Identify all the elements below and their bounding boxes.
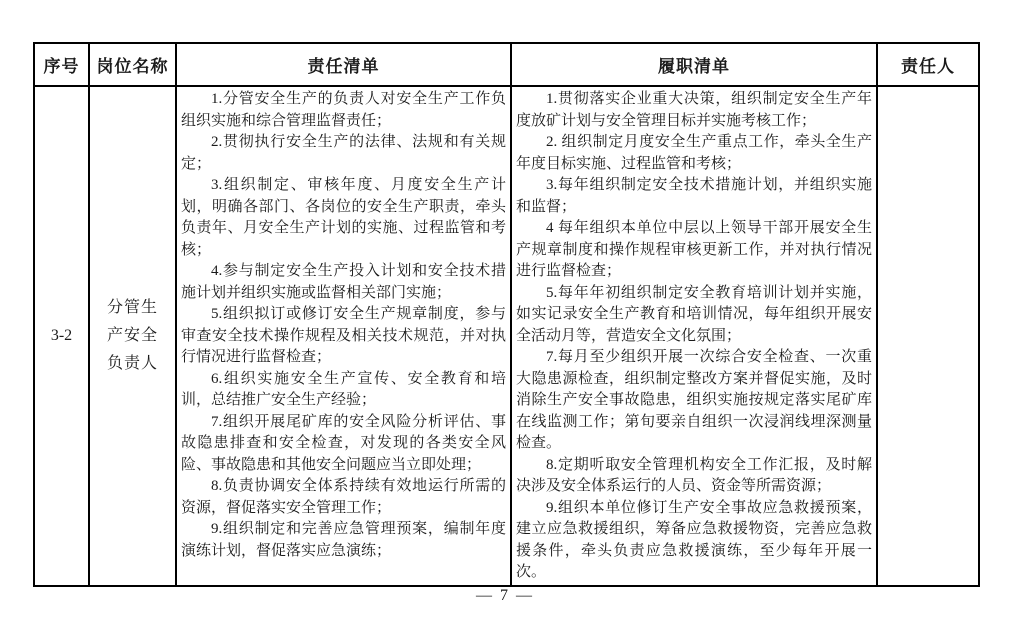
list-item: 1.贯彻落实企业重大决策，组织制定安全生产年度放矿计划与安全管理目标并实施考核工作； <box>516 91 872 129</box>
header-position: 岗位名称 <box>89 43 176 86</box>
list-item: 7.每月至少组织开展一次综合安全检查、一次重大隐患源检查，组织制定整改方案并督促实施，及时消除生产安全事故隐患，组织实施按规定落实尾矿库在线监测工作；第旬要亲自组织一次浸润线埋深测量检查。 <box>516 349 872 451</box>
list-item: 1.分管安全生产的负责人对安全生产工作负组织实施和综合管理监督责任； <box>181 91 506 129</box>
list-item: 5.每年年初组织制定安全教育培训计划并实施，如实记录安全生产教育和培训情况，每年组织开展安全活动月等，营造安全文化氛围； <box>516 284 872 344</box>
position-label: 分管生产安全负责人 <box>106 299 158 372</box>
list-item: 7.组织开展尾矿库的安全风险分析评估、事故隐患排查和安全检查，对发现的各类安全风险、事故隐患和其他安全问题应当立即处理； <box>181 413 506 473</box>
list-item: 8.负责协调安全体系持续有效地运行所需的资源，督促落实安全管理工作； <box>181 478 506 516</box>
list-item: 6.组织实施安全生产宣传、安全教育和培训，总结推广安全生产经验； <box>181 370 506 408</box>
list-item: 2. 组织制定月度安全生产重点工作，牵头全生产年度目标实施、过程监管和考核； <box>516 134 872 172</box>
cell-performance-list <box>511 86 877 586</box>
list-item: 4.参与制定安全生产投入计划和安全技术措施计划并组织实施或监督相关部门实施； <box>181 263 506 301</box>
list-item: 9.组织制定和完善应急管理预案，编制年度演练计划，督促落实应急演练； <box>181 521 506 559</box>
page-number: — 7 — <box>476 587 534 604</box>
duty-table <box>33 42 980 587</box>
table-row <box>34 86 979 586</box>
list-item: 3.组织制定、审核年度、月度安全生产计划，明确各部门、各岗位的安全生产职责，牵头负责年、月安全生产计划的实施、过程监管和考核； <box>181 177 506 258</box>
header-serial: 序号 <box>34 43 89 86</box>
list-item: 8.定期听取安全管理机构安全工作汇报，及时解决涉及安全体系运行的人员、资金等所需资源； <box>516 456 872 494</box>
cell-responsibility-list <box>176 86 511 586</box>
header-performance: 履职清单 <box>511 43 877 86</box>
cell-responsible-person <box>877 86 979 586</box>
header-person: 责任人 <box>877 43 979 86</box>
list-item: 3.每年组织制定安全技术措施计划，并组织实施和监督； <box>516 177 872 215</box>
cell-serial-number: 3-2 <box>34 86 89 586</box>
list-item: 4 每年组织本单位中层以上领导干部开展安全生产规章制度和操作规程审核更新工作，并对执行情况进行监督检查； <box>516 220 872 279</box>
header-responsibility: 责任清单 <box>176 43 511 86</box>
header-row <box>34 43 979 86</box>
list-item: 9.组织本单位修订生产安全事故应急救援预案，建立应急救援组织，筹备应急救援物资，完善应急救援条件，牵头负责应急救援演练，至少每年开展一次。 <box>516 499 872 580</box>
responsibility-list <box>177 87 510 562</box>
performance-list <box>512 87 876 584</box>
list-item: 2.贯彻执行安全生产的法律、法规和有关规定； <box>181 134 506 172</box>
cell-position-name <box>89 86 176 586</box>
list-item: 5.组织拟订或修订安全生产规章制度，参与审查安全技术操作规程及相关技术规范，并对执行情况进行监督检查； <box>181 306 506 365</box>
